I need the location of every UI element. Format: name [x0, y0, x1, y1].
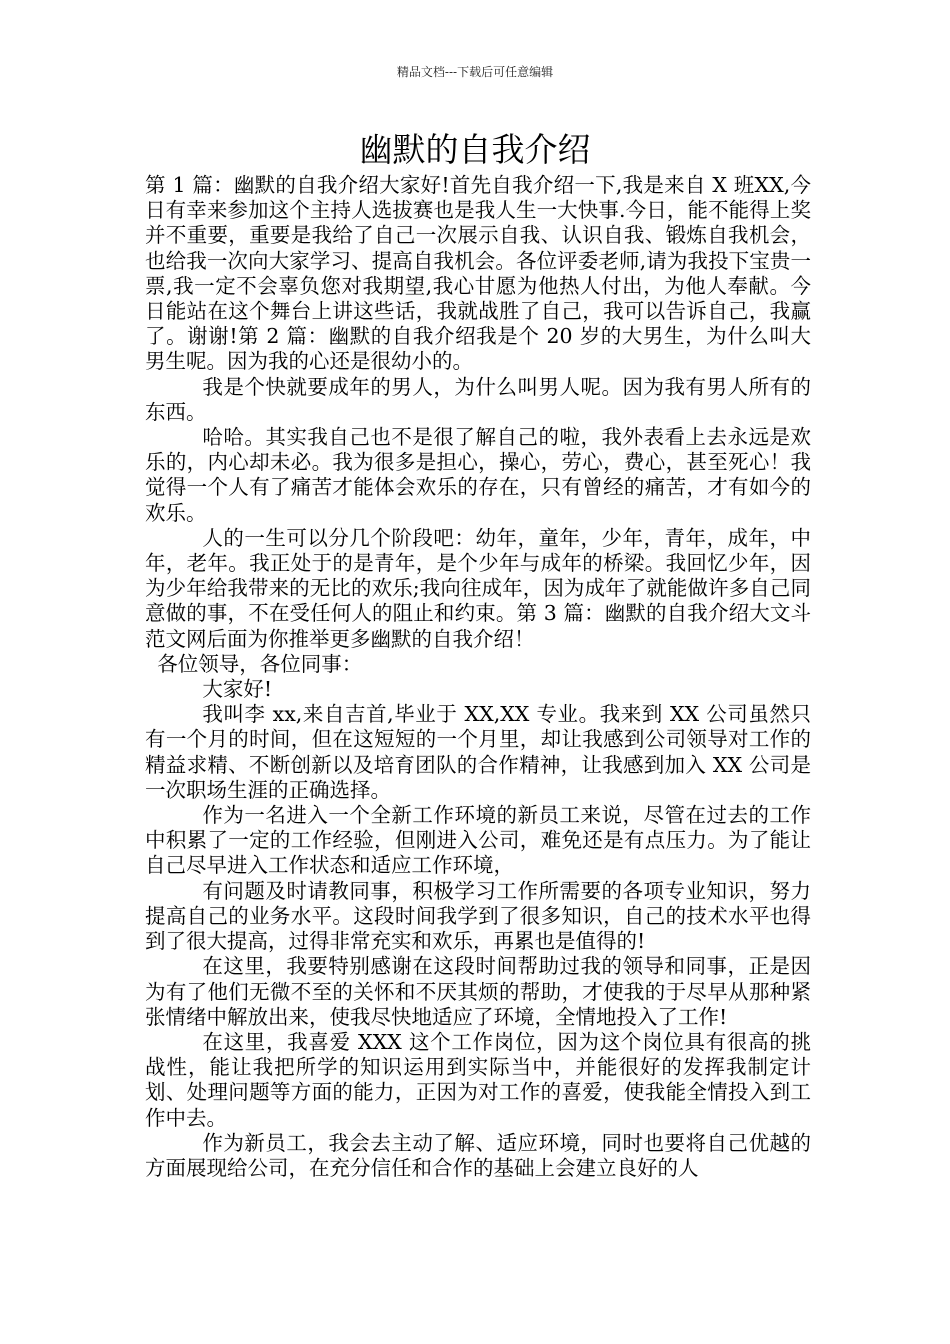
greeting: 大家好!	[202, 677, 273, 702]
page-header-note: 精品文档---下载后可任意编辑	[396, 65, 554, 79]
paragraph: 在这里，我要特别感谢在这段时间帮助过我的领导和同事，正是因为有了他们无微不至的关怀和不厌其烦的帮助，才使我的于尽早从那种紧张情绪中解放出来，使我尽快地适应了环境，全情地投入了工作!	[145, 954, 811, 1029]
paragraph: 我叫李 xx,来自吉首,毕业于 XX,XX 专业。我来到 XX 公司虽然只有一个月的时间，但在这短短的一个月里，却让我感到公司领导对工作的精益求精、不断创新以及培育团队的合作精神，让我感到加入 XX 公司是一次职场生涯的正确选择。	[145, 702, 811, 802]
paragraph: 作为新员工，我会去主动了解、适应环境，同时也要将自己优越的方面展现给公司，在充分信任和合作的基础上会建立良好的人	[145, 1130, 811, 1180]
paragraph: 哈哈。其实我自己也不是很了解自己的啦，我外表看上去永远是欢乐的，内心却未必。我为很多是担心，操心，劳心，费心，甚至死心！我觉得一个人有了痛苦才能体会欢乐的存在，只有曾经的痛苦，才有如今的欢乐。	[145, 425, 811, 525]
paragraph: 有问题及时请教同事，积极学习工作所需要的各项专业知识，努力提高自己的业务水平。这段时间我学到了很多知识，自己的技术水平也得到了很大提高，过得非常充实和欢乐，再累也是值得的!	[145, 878, 811, 954]
document-body	[145, 173, 811, 1181]
paragraph: 我是个快就要成年的男人，为什么叫男人呢。因为我有男人所有的东西。	[145, 374, 811, 424]
paragraph: 第 1 篇：幽默的自我介绍大家好!首先自我介绍一下,我是来自 X 班XX,今日有幸来参加这个主持人选拔赛也是我人生一大快事.今日，能不能得上奖并不重要，重要是我给了自己一次展示自我、认识自我、锻炼自我机会，也给我一次向大家学习、提高自我机会。各位评委老师,请为我投下宝贵一票,我一定不会辜负您对我期望,我心甘愿为他热人付出，为他人奉献。今日能站在这个舞台上讲这些话，我就战胜了自己，我可以告诉自己，我赢了。谢谢!第 2 篇：幽默的自我介绍我是个 20 岁的大男生，为什么叫大男生呢。因为我的心还是很幼小的。	[145, 173, 811, 374]
document-title: 幽默的自我介绍	[359, 130, 591, 169]
salutation: 各位领导，各位同事：	[157, 651, 363, 676]
paragraph: 人的一生可以分几个阶段吧：幼年，童年，少年，青年，成年，中年，老年。我正处于的是青年，是个少年与成年的桥梁。我回忆少年，因为少年给我带来的无比的欢乐;我向往成年，因为成年了就能做许多自己同意做的事，不在受任何人的阻止和约束。第 3 篇：幽默的自我介绍大文斗范文网后面为你推举更多幽默的自我介绍！	[145, 525, 811, 651]
paragraph: 作为一名进入一个全新工作环境的新员工来说，尽管在过去的工作中积累了一定的工作经验，但刚进入公司，难免还是有点压力。为了能让自己尽早进入工作状态和适应工作环境，	[145, 803, 811, 878]
paragraph: 在这里，我喜爱 XXX 这个工作岗位，因为这个岗位具有很高的挑战性，能让我把所学的知识运用到实际当中，并能很好的发挥我制定计划、处理问题等方面的能力，正因为对工作的喜爱，使我能全情投入到工作中去。	[145, 1029, 811, 1130]
